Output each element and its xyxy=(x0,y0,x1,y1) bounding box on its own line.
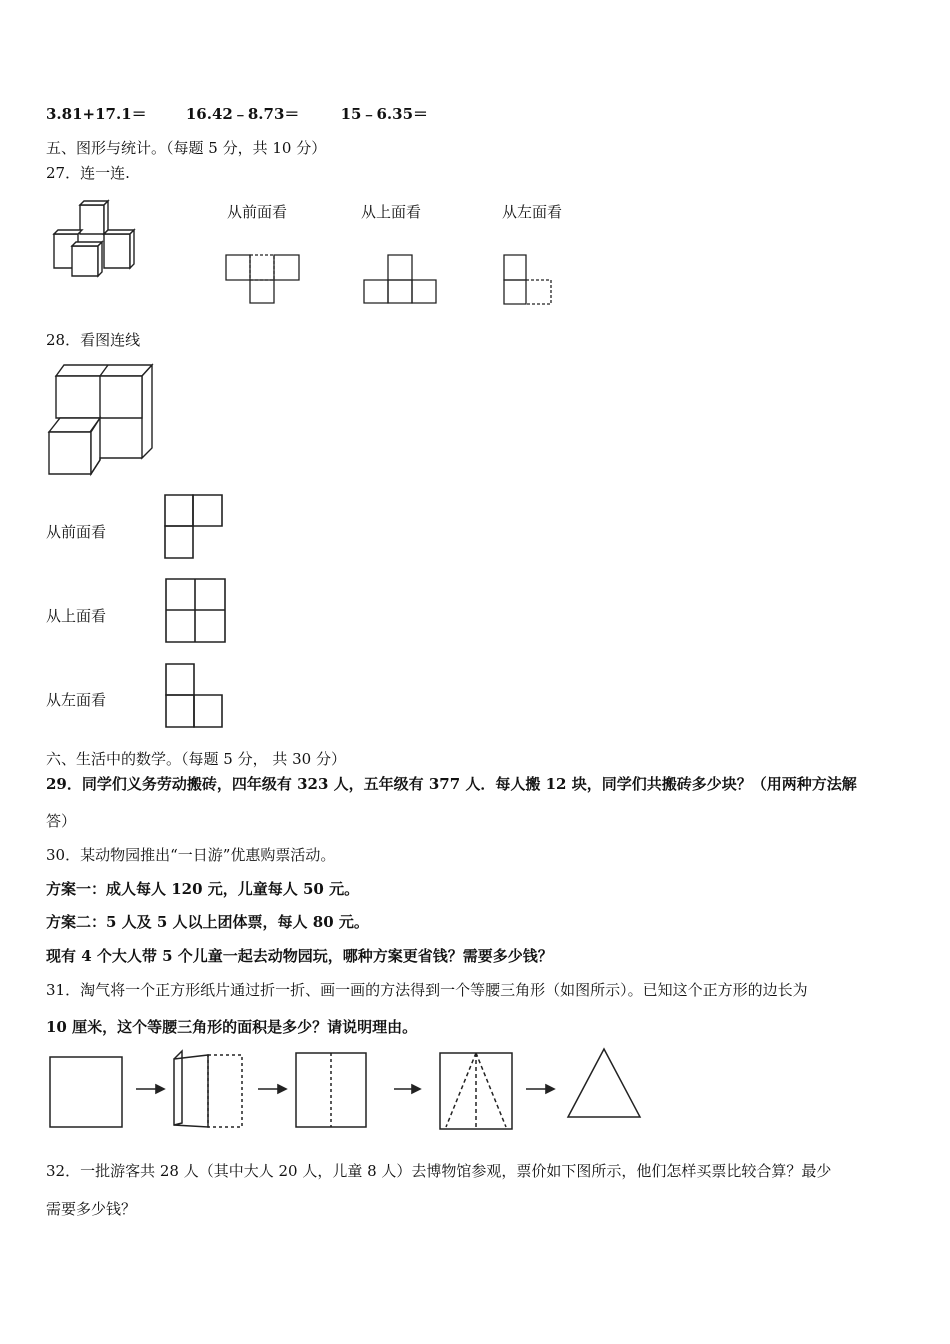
q27-cube-front xyxy=(72,246,98,276)
calc-row xyxy=(46,103,428,124)
q27-cube-top xyxy=(80,205,104,234)
q28-label-front: 从前面看 xyxy=(46,523,107,541)
q27-view-left-shape xyxy=(503,254,555,306)
q31-folding-figure xyxy=(46,1045,646,1129)
q28-shape-1 xyxy=(164,494,224,560)
q27-label-left: 从左面看 xyxy=(502,203,563,221)
q29-line-1: 29．同学们义务劳动搬砖，四年级有 323 人，五年级有 377 人．每人搬 12 块，同学们共搬砖多少块？（用两种方法解 xyxy=(46,775,857,793)
q30-line-2: 方案一：成人每人 120 元，儿童每人 50 元。 xyxy=(46,880,360,898)
calc-expr-2: 16.42﹣8.73＝ xyxy=(185,105,300,123)
q30-line-3: 方案二：5 人及 5 人以上团体票，每人 80 元。 xyxy=(46,913,369,931)
calc-expr-1: 3.81+17.1＝ xyxy=(46,105,147,123)
q28-label-left: 从左面看 xyxy=(46,691,107,709)
calc-expr-3: 15﹣6.35＝ xyxy=(340,105,429,123)
q28-shape-3 xyxy=(165,663,225,729)
q28-solid-figure xyxy=(46,362,158,476)
section-5-title: 五、图形与统计。（每题 5 分，共 10 分） xyxy=(46,139,327,157)
section-6-title: 六、生活中的数学。（每题 5 分， 共 30 分） xyxy=(46,750,346,768)
q27-view-top-shape xyxy=(363,254,439,304)
q30-line-4: 现有 4 个大人带 5 个儿童一起去动物园玩，哪种方案更省钱？需要多少钱？ xyxy=(46,947,553,965)
q30-line-1: 30．某动物园推出“一日游”优惠购票活动。 xyxy=(46,846,336,864)
q28-shape-2 xyxy=(165,578,227,644)
q28-label-top: 从上面看 xyxy=(46,607,107,625)
q27-title: 27．连一连. xyxy=(46,164,130,182)
q31-fold-step xyxy=(174,1051,242,1127)
q27-cube-figure xyxy=(48,200,138,278)
q29-line-2: 答） xyxy=(46,812,77,830)
q28-title: 28．看图连线 xyxy=(46,331,141,349)
q31-square xyxy=(50,1057,122,1127)
q31-line-2: 10 厘米，这个等腰三角形的面积是多少？请说明理由。 xyxy=(46,1018,418,1036)
q27-label-front: 从前面看 xyxy=(227,203,288,221)
q32-line-1: 32．一批游客共 28 人（其中大人 20 人，儿童 8 人）去博物馆参观，票价如下图所示，他们怎样买票比较合算？最少 xyxy=(46,1162,832,1180)
q27-label-top: 从上面看 xyxy=(361,203,422,221)
q31-center-fold xyxy=(296,1053,366,1127)
q31-arrows xyxy=(136,1085,554,1093)
q31-triangle-marked xyxy=(440,1053,512,1129)
q32-line-2: 需要多少钱？ xyxy=(46,1200,137,1218)
q27-view-front-shape xyxy=(225,254,301,304)
q27-cube-right xyxy=(104,234,130,268)
q31-line-1: 31．淘气将一个正方形纸片通过折一折、画一画的方法得到一个等腰三角形（如图所示）。已知这个正方形的边长为 xyxy=(46,981,808,999)
q31-final-triangle xyxy=(568,1049,640,1117)
